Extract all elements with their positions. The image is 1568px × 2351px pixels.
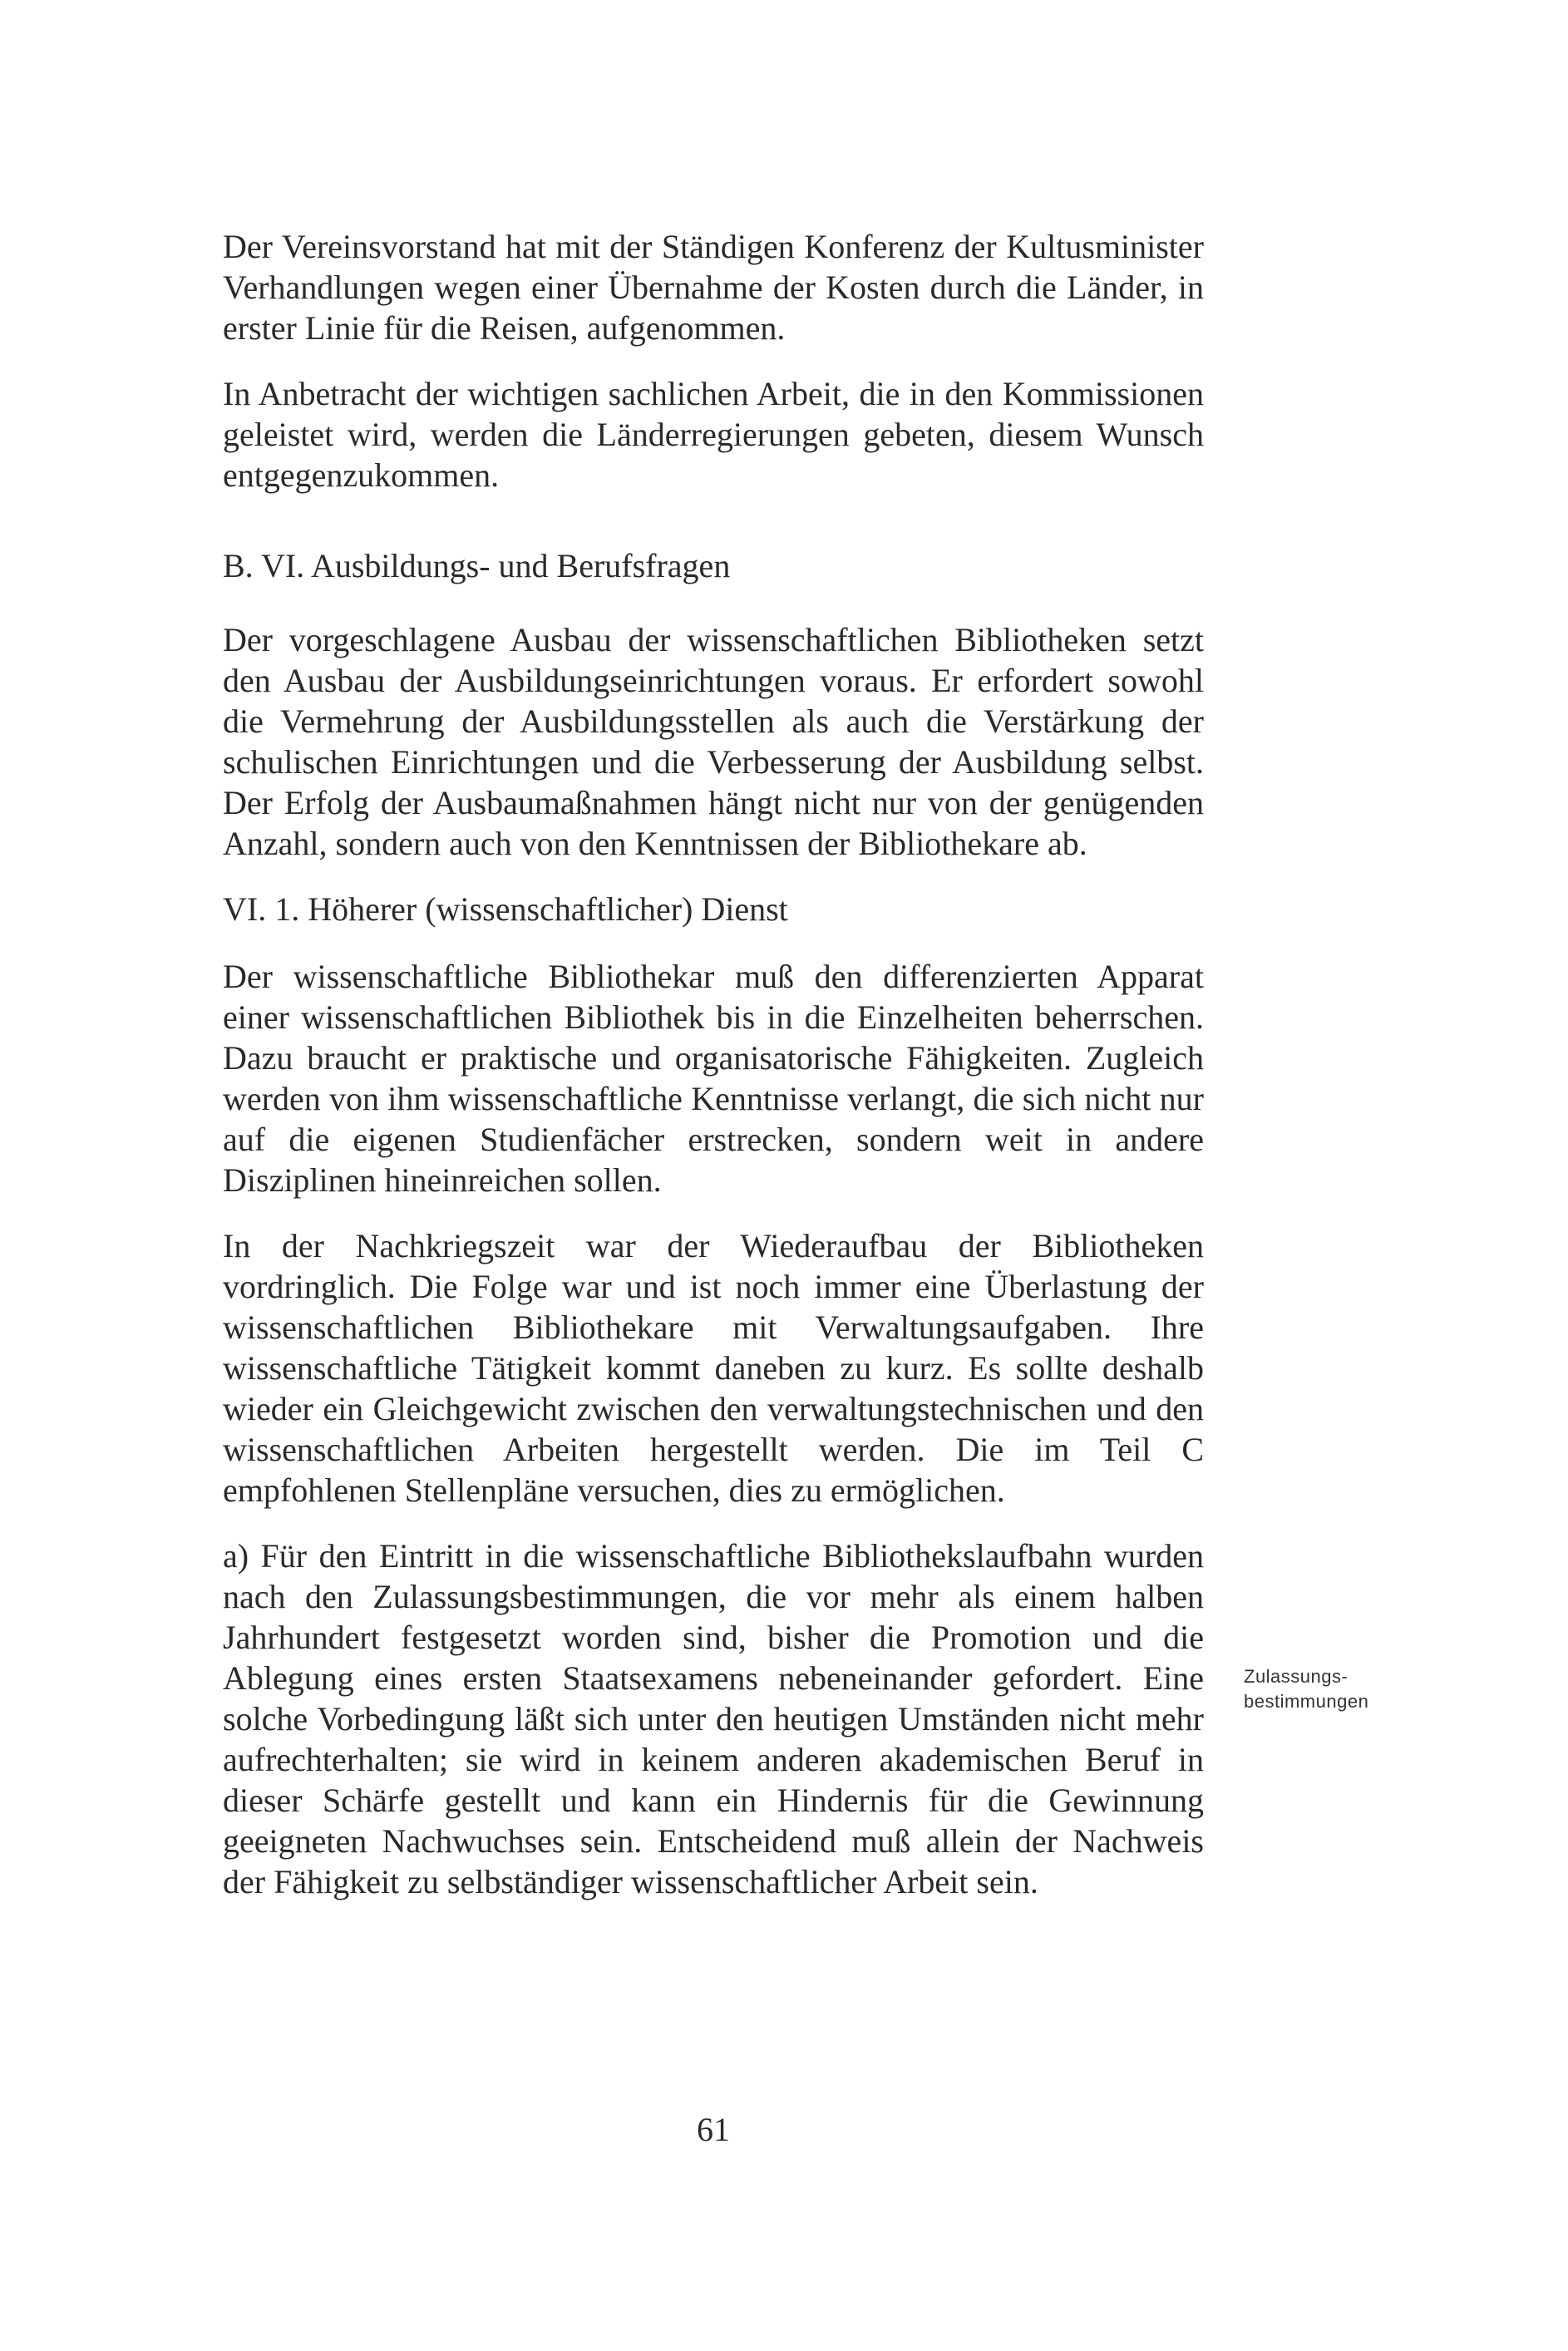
paragraph: In der Nachkriegszeit war der Wiederaufbau der Bibliotheken vordringlich. Die Folge war und ist noch immer eine Überlastung der wissenschaftlichen Bibliothekare mit Verwaltungsaufgaben. Ihre wissenschaftliche Tätigkeit kommt daneben zu kurz. Es sollte deshalb wieder ein Gleichgewicht zwischen den verwaltungstechnischen und den wissenschaftlichen Arbeiten hergestellt werden. Die im Teil C empfohlenen Stellenpläne versuchen, dies zu ermöglichen. (223, 1227, 1204, 1509)
subsection-heading: VI. 1. Höherer (wissenschaftlicher) Dienst (223, 890, 788, 928)
margin-note-line: Zulassungs- (1244, 1666, 1349, 1687)
margin-note-line: bestimmungen (1244, 1691, 1369, 1712)
margin-note (1244, 1664, 1410, 1714)
paragraph: In Anbetracht der wichtigen sachlichen Arbeit, die in den Kommissionen geleistet wird, werden die Länderregierungen gebeten, diesem Wunsch entgegenzukommen. (223, 375, 1204, 494)
section-heading: B. VI. Ausbildungs- und Berufsfragen (223, 547, 731, 584)
paragraph: Der Vereinsvorstand hat mit der Ständigen Konferenz der Kultusminister Verhandlungen wegen einer Übernahme der Kosten durch die Länder, in erster Linie für die Reisen, aufgenommen. (223, 228, 1204, 347)
paragraph: Der wissenschaftliche Bibliothekar muß den differenzierten Apparat einer wissenschaftlichen Bibliothek bis in die Einzelheiten beherrschen. Dazu braucht er praktische und organisatorische Fähigkeiten. Zugleich werden von ihm wissenschaftliche Kenntnisse verlangt, die sich nicht nur auf die eigenen Studienfächer erstrecken, sondern weit in andere Disziplinen hineinreichen sollen. (223, 958, 1204, 1199)
body-text (223, 226, 1204, 1927)
paragraph: Der vorgeschlagene Ausbau der wissenschaftlichen Bibliotheken setzt den Ausbau der Ausbildungseinrichtungen voraus. Er erfordert sowohl die Vermehrung der Ausbildungsstellen als auch die Verstärkung der schulischen Einrichtungen und die Verbesserung der Ausbildung selbst. Der Erfolg der Ausbaumaßnahmen hängt nicht nur von der genügenden Anzahl, sondern auch von den Kenntnissen der Bibliothekare ab. (223, 621, 1204, 862)
paragraph: a) Für den Eintritt in die wissenschaftliche Bibliothekslaufbahn wurden nach den Zulassungsbestimmungen, die vor mehr als einem halben Jahrhundert festgesetzt worden sind, bisher die Promotion und die Ablegung eines ersten Staatsexamens nebeneinander gefordert. Eine solche Vorbedingung läßt sich unter den heutigen Umständen nicht mehr aufrechterhalten; sie wird in keinem anderen akademischen Beruf in dieser Schärfe gestellt und kann ein Hindernis für die Gewinnung geeigneten Nachwuchses sein. Entscheidend muß allein der Nachweis der Fähigkeit zu selbständiger wissenschaftlicher Arbeit sein. (223, 1537, 1204, 1900)
page-number: 61 (697, 2111, 730, 2148)
